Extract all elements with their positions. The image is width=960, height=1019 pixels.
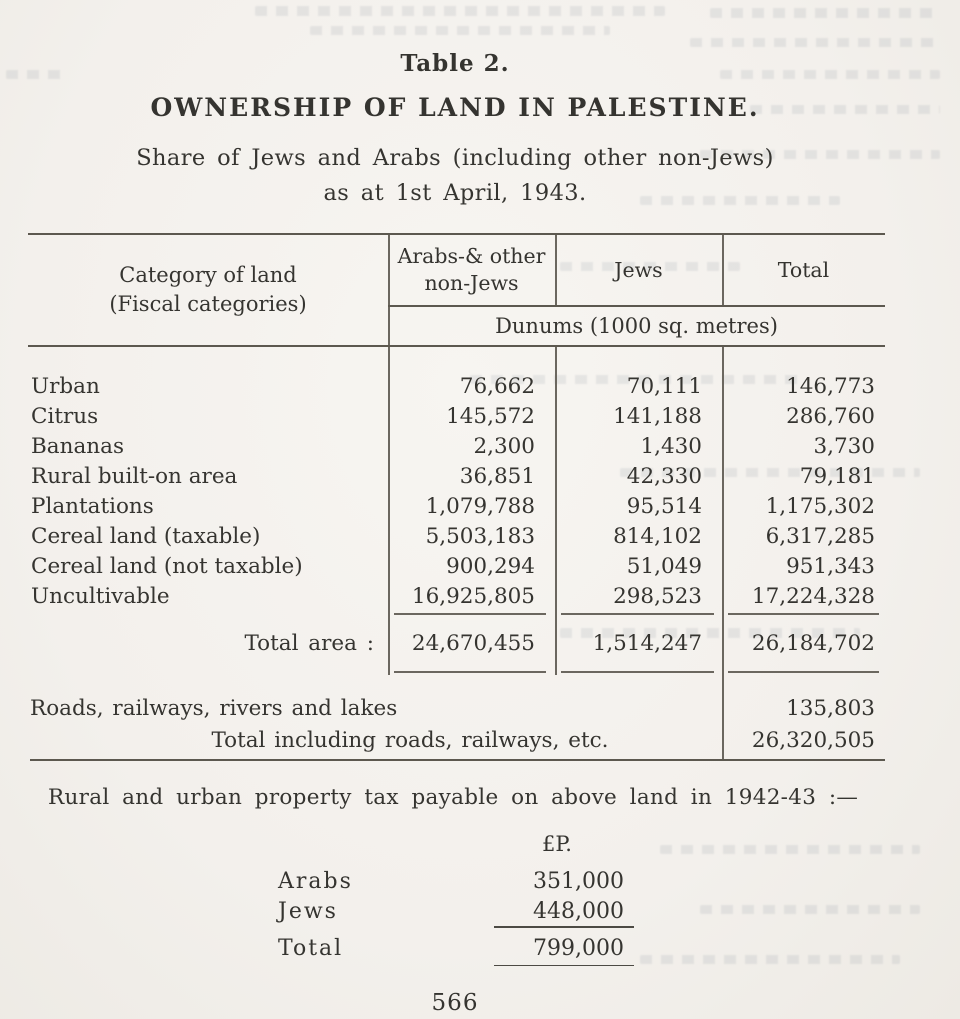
tax-total-value: 799,000: [533, 936, 624, 962]
category-cell: Rural built-on area: [31, 463, 238, 489]
table-row: [28, 521, 885, 551]
total-cell: 79,181: [799, 463, 875, 489]
grand-total-value: 26,320,505: [751, 728, 875, 753]
tax-section-heading: Rural and urban property tax payable on above land in 1942-43 :—: [48, 785, 859, 810]
table-row: [28, 551, 885, 581]
total-cell: 286,760: [786, 403, 875, 429]
scan-artifact: [700, 905, 920, 914]
category-cell: Cereal land (not taxable): [31, 553, 303, 579]
arabs-cell: 900,294: [446, 553, 535, 579]
total-row-rule: [728, 613, 879, 615]
jews-cell: 814,102: [613, 523, 702, 549]
table-row: [28, 401, 885, 431]
arabs-cell: 36,851: [459, 463, 535, 489]
column-header-category: [28, 235, 388, 345]
arabs-header-line2: non-Jews: [424, 271, 519, 295]
table-row: [28, 581, 885, 611]
scan-artifact: [310, 26, 610, 35]
table-number-label: Table 2.: [400, 50, 510, 77]
arabs-cell: 5,503,183: [425, 523, 535, 549]
grand-total-cell: 26,184,702: [751, 630, 875, 656]
subtitle-line-2: as at 1st April, 1943.: [323, 180, 587, 206]
grand-total-row: [28, 725, 885, 756]
column-header-arabs: [388, 235, 555, 305]
scan-artifact: [710, 8, 940, 18]
total-row-rule: [561, 613, 714, 615]
arabs-cell: 1,079,788: [425, 493, 535, 519]
jews-cell: 1,430: [640, 433, 702, 459]
table-bottom-rule: [30, 759, 885, 761]
total-cell: 1,175,302: [765, 493, 875, 519]
tax-jews-label: Jews: [278, 898, 338, 924]
total-row-rule: [561, 671, 714, 673]
jews-cell: 95,514: [626, 493, 702, 519]
total-row-rule: [394, 671, 546, 673]
category-header-line1: Category of land: [119, 262, 297, 287]
total-cell: 17,224,328: [751, 583, 875, 609]
tax-total-label: Total: [278, 936, 344, 962]
total-cell: 6,317,285: [765, 523, 875, 549]
total-cell: 3,730: [813, 433, 875, 459]
jews-total-cell: 1,514,247: [592, 630, 702, 656]
scan-artifact: [660, 845, 920, 854]
currency-header-row: [278, 832, 632, 860]
column-header-total: Total: [777, 258, 830, 282]
jews-cell: 141,188: [613, 403, 702, 429]
arabs-cell: 2,300: [473, 433, 535, 459]
table-row: [28, 431, 885, 461]
tax-row-jews: [278, 896, 632, 926]
category-cell: Citrus: [31, 403, 99, 429]
roads-value: 135,803: [786, 696, 875, 721]
arabs-cell: 16,925,805: [411, 583, 535, 609]
tax-arabs-value: 351,000: [533, 868, 624, 894]
tax-table: [278, 832, 632, 966]
document-title: OWNERSHIP OF LAND IN PALESTINE.: [150, 93, 760, 122]
tax-row-arabs: [278, 866, 632, 896]
scan-artifact: [690, 38, 940, 47]
total-area-label: Total area :: [244, 630, 374, 656]
table-header-bottom-rule: [28, 345, 885, 347]
table-row: [28, 461, 885, 491]
grand-total-label: Total including roads, railways, etc.: [211, 728, 609, 753]
total-cell: 951,343: [786, 553, 875, 579]
subtitle-line-1: Share of Jews and Arabs (including other non-Jews): [136, 145, 774, 171]
tax-total-rule: [494, 965, 634, 967]
roads-row: [28, 693, 885, 724]
category-header-line2: (Fiscal categories): [109, 292, 307, 316]
scan-artifact: [255, 6, 665, 16]
category-cell: Bananas: [31, 433, 124, 459]
arabs-header-line1: Arabs-& other: [397, 244, 546, 269]
table-row: [28, 491, 885, 521]
page-number: 566: [431, 990, 479, 1016]
total-row-rule: [394, 613, 546, 615]
total-row-rule: [728, 671, 879, 673]
document-heading: [0, 50, 910, 206]
jews-cell: 70,111: [626, 373, 702, 399]
category-cell: Cereal land (taxable): [31, 523, 261, 549]
jews-cell: 298,523: [613, 583, 702, 609]
land-ownership-table: [28, 233, 885, 761]
tax-arabs-label: Arabs: [278, 868, 353, 894]
tax-jews-value: 448,000: [533, 898, 624, 924]
total-area-row: [28, 621, 885, 665]
category-cell: Uncultivable: [31, 583, 170, 609]
arabs-total-cell: 24,670,455: [411, 630, 535, 656]
tax-sum-rule: [494, 926, 634, 928]
roads-label: Roads, railways, rivers and lakes: [30, 696, 398, 721]
jews-cell: 42,330: [626, 463, 702, 489]
unit-header: Dunums (1000 sq. metres): [495, 314, 778, 338]
currency-header: £P.: [542, 832, 572, 856]
tax-row-total: [278, 933, 632, 965]
scan-artifact: [640, 955, 900, 964]
table-row: [28, 371, 885, 401]
category-cell: Urban: [31, 373, 100, 399]
jews-cell: 51,049: [626, 553, 702, 579]
column-header-jews: Jews: [614, 258, 663, 282]
category-cell: Plantations: [31, 493, 154, 519]
arabs-cell: 145,572: [446, 403, 535, 429]
arabs-cell: 76,662: [459, 373, 535, 399]
total-cell: 146,773: [786, 373, 875, 399]
